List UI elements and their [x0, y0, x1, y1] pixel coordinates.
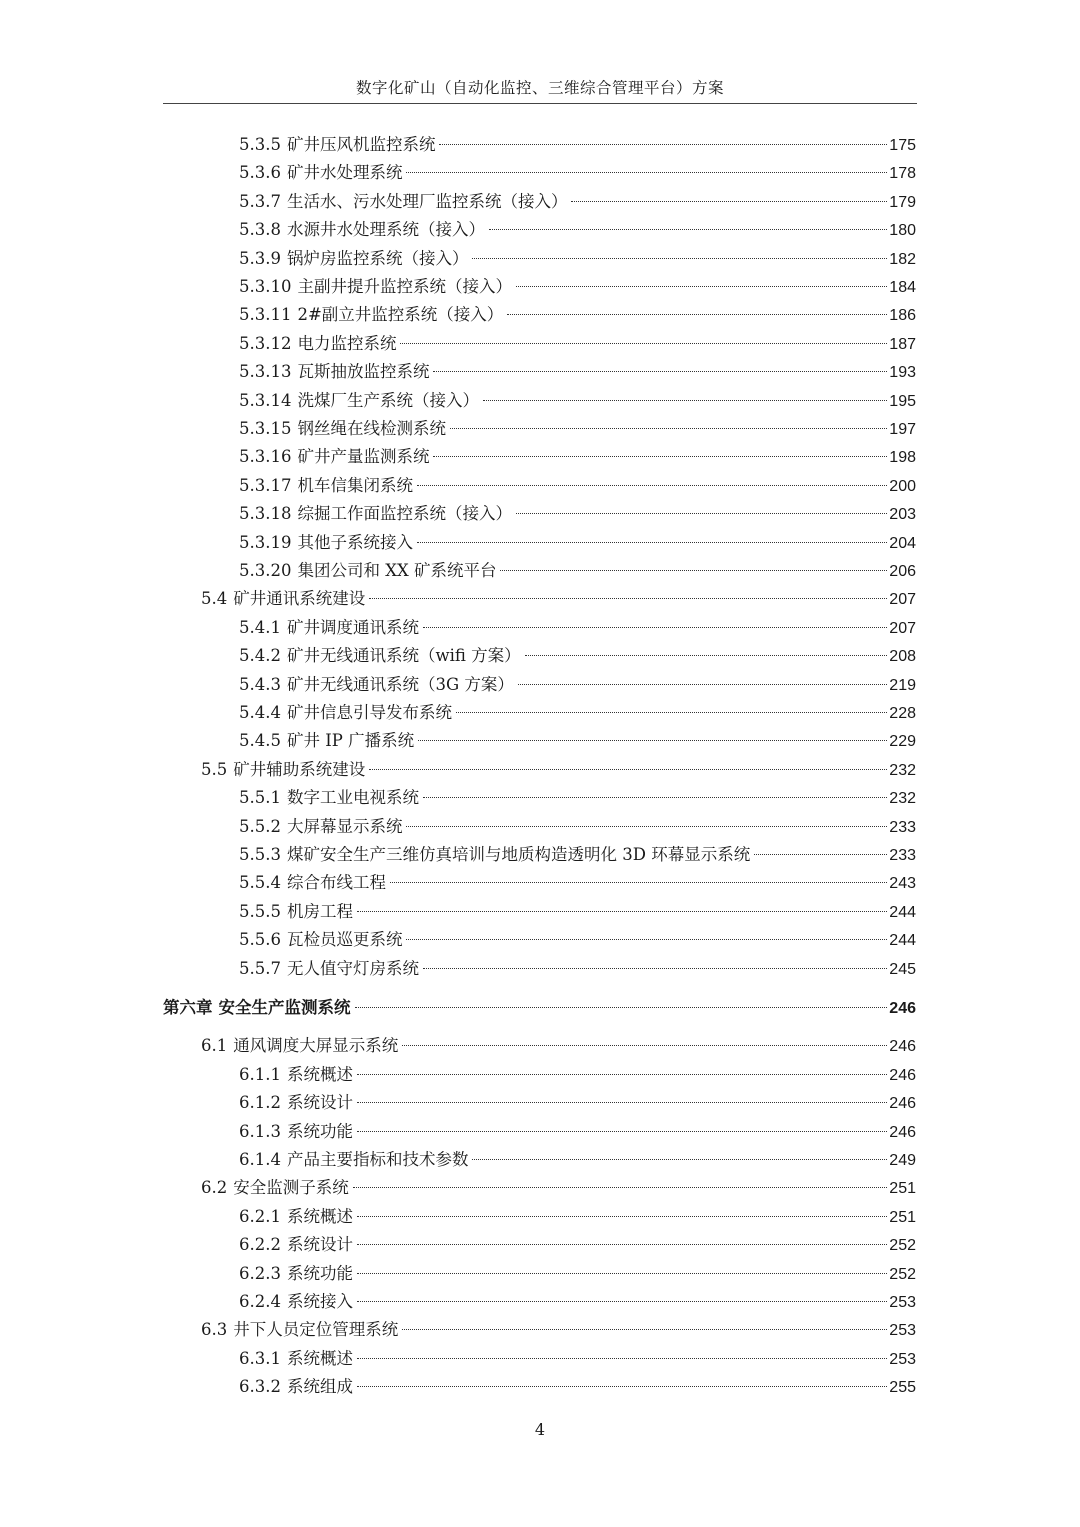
- toc-dot-leader: [417, 484, 887, 486]
- toc-entry-page: 245: [889, 960, 916, 978]
- toc-dot-leader: [433, 370, 887, 372]
- toc-entry[interactable]: [239, 500, 916, 528]
- toc-entry-page: 244: [889, 903, 916, 921]
- toc-entry-title: 产品主要指标和技术参数: [286, 1150, 469, 1169]
- toc-dot-leader: [357, 1215, 887, 1217]
- toc-entry-title: 数字工业电视系统: [286, 788, 419, 808]
- toc-entry[interactable]: [239, 131, 916, 159]
- toc-entry[interactable]: [239, 614, 916, 642]
- toc-entry-title: 通风调度大屏显示系统: [233, 1036, 399, 1056]
- toc-dot-leader: [417, 541, 887, 543]
- toc-entry-title: 机房工程: [286, 901, 353, 921]
- toc-entry-page: 229: [889, 733, 916, 751]
- toc-entry-title: 2#副立井监控系统（接入）: [297, 305, 504, 325]
- toc-entry[interactable]: [239, 671, 916, 699]
- toc-entry-number: 5.3.6: [239, 163, 281, 183]
- toc-entry-number: 5.4.1: [239, 617, 281, 637]
- toc-entry-page: 184: [889, 279, 916, 296]
- toc-entry[interactable]: [239, 330, 916, 358]
- toc-entry[interactable]: [239, 472, 916, 500]
- toc-entry[interactable]: [239, 387, 916, 415]
- toc-entry[interactable]: [201, 1174, 916, 1202]
- toc-entry-title: 井下人员定位管理系统: [233, 1320, 399, 1340]
- toc-dot-leader: [516, 512, 887, 514]
- toc-entry[interactable]: [239, 415, 916, 443]
- toc-dot-leader: [357, 910, 887, 912]
- toc-entry[interactable]: [201, 1032, 916, 1060]
- toc-entry-title: 系统概述: [286, 1206, 353, 1226]
- toc-entry-page: 246: [889, 1123, 916, 1141]
- toc-entry-title: 系统设计: [286, 1093, 353, 1113]
- toc-entry[interactable]: [239, 358, 916, 386]
- toc-entry[interactable]: [239, 926, 916, 954]
- toc-entry-number: 5.5.2: [239, 816, 281, 836]
- toc-dot-leader: [369, 768, 887, 770]
- toc-entry[interactable]: [201, 1316, 916, 1344]
- toc-dot-leader: [518, 683, 887, 685]
- toc-entry-title: 生活水、污水处理厂监控系统（接入）: [286, 191, 568, 211]
- toc-entry-number: 5.5.1: [239, 788, 281, 808]
- toc-entry-title: 综掘工作面监控系统（接入）: [297, 504, 512, 524]
- toc-entry-number: 5.3.13: [239, 362, 292, 382]
- toc-entry[interactable]: [239, 273, 916, 301]
- toc-dot-leader: [357, 1073, 887, 1075]
- toc-dot-leader: [500, 569, 887, 571]
- toc-entry-page: 232: [889, 790, 916, 808]
- toc-entry-page: 233: [889, 818, 916, 836]
- toc-entry-number: 6.1.4: [239, 1150, 281, 1169]
- toc-dot-leader: [357, 1272, 887, 1274]
- toc-entry[interactable]: [239, 1345, 916, 1373]
- toc-entry[interactable]: [239, 869, 916, 897]
- toc-entry[interactable]: [239, 188, 916, 216]
- toc-entry-number: 5.3.12: [239, 333, 292, 353]
- toc-entry-page: 228: [889, 705, 916, 722]
- toc-entry[interactable]: [239, 1203, 916, 1231]
- toc-entry-page: 253: [889, 1350, 916, 1368]
- toc-dot-leader: [423, 796, 887, 798]
- toc-entry-title: 安全生产监测系统: [218, 998, 351, 1017]
- toc-entry-number: 5.3.5: [239, 135, 281, 154]
- toc-entry-page: 252: [889, 1237, 916, 1255]
- toc-entry-number: 5.3.11: [239, 305, 292, 325]
- toc-entry-page: 246: [889, 1066, 916, 1084]
- toc-entry[interactable]: [239, 642, 916, 670]
- toc-entry-page: 180: [889, 222, 916, 240]
- toc-entry-page: 232: [889, 761, 916, 779]
- toc-entry-number: 5.3.8: [239, 220, 281, 240]
- toc-entry[interactable]: [239, 1146, 916, 1174]
- toc-entry-page: 207: [889, 591, 916, 609]
- toc-dot-leader: [423, 626, 887, 628]
- toc-entry-page: 204: [889, 534, 916, 552]
- toc-entry[interactable]: [239, 1061, 916, 1089]
- toc-dot-leader: [357, 1300, 887, 1302]
- toc-entry-page: 206: [889, 563, 916, 580]
- toc-entry-page: 246: [889, 1038, 916, 1056]
- toc-entry-number: 5.3.17: [239, 475, 292, 495]
- toc-entry-number: 5.3.15: [239, 419, 292, 438]
- toc-entry-title: 矿井无线通讯系统（3G 方案）: [286, 674, 514, 694]
- toc-entry-title: 锅炉房监控系统（接入）: [286, 248, 469, 268]
- toc-entry-page: 251: [889, 1180, 916, 1198]
- toc-entry[interactable]: [163, 994, 916, 1022]
- toc-entry-number: 5.3.14: [239, 390, 292, 410]
- toc-entry-number: 5.3.20: [239, 561, 292, 580]
- page-footer: [0, 1420, 1080, 1439]
- toc-dot-leader: [369, 597, 887, 599]
- toc-entry-page: 195: [889, 392, 916, 410]
- toc-entry-page: 186: [889, 307, 916, 325]
- toc-entry-page: 193: [889, 364, 916, 382]
- toc-dot-leader: [357, 1101, 887, 1103]
- page-number: 4: [534, 1420, 546, 1439]
- toc-entry-number: 5.3.19: [239, 532, 292, 552]
- toc-entry[interactable]: [239, 216, 916, 244]
- toc-entry[interactable]: [239, 1089, 916, 1117]
- toc-entry-page: 198: [889, 449, 916, 467]
- toc-entry[interactable]: [239, 1373, 916, 1401]
- toc-entry-title: 主副井提升监控系统（接入）: [297, 277, 512, 296]
- toc-entry-title: 矿井水处理系统: [286, 163, 403, 183]
- toc-entry-page: 246: [889, 1000, 916, 1017]
- toc-dot-leader: [357, 1385, 887, 1387]
- toc-entry-page: 219: [889, 676, 916, 694]
- toc-entry-page: 243: [889, 875, 916, 893]
- toc-dot-leader: [489, 228, 887, 230]
- toc-entry-number: 第六章: [163, 998, 213, 1017]
- toc-entry-number: 6.2.1: [239, 1206, 281, 1226]
- toc-entry-title: 其他子系统接入: [297, 532, 413, 552]
- toc-entry-page: 244: [889, 932, 916, 950]
- toc-entry-title: 集团公司和 XX 矿系统平台: [297, 561, 497, 580]
- toc-entry-number: 6.3.1: [239, 1348, 281, 1368]
- toc-entry-title: 系统接入: [286, 1292, 353, 1311]
- toc-entry-title: 矿井辅助系统建设: [233, 759, 366, 779]
- toc-entry[interactable]: [239, 529, 916, 557]
- document-title: 数字化矿山（自动化监控、三维综合管理平台）方案: [355, 79, 724, 97]
- toc-dot-leader: [400, 342, 887, 344]
- toc-entry-title: 系统功能: [286, 1263, 353, 1283]
- toc-entry-number: 5.5.4: [239, 873, 281, 893]
- toc-dot-leader: [456, 711, 887, 713]
- toc-entry[interactable]: [239, 1260, 916, 1288]
- toc-entry-title: 洗煤厂生产系统（接入）: [297, 390, 479, 410]
- toc-entry-page: 249: [889, 1152, 916, 1169]
- toc-entry-title: 水源井水处理系统（接入）: [286, 220, 485, 240]
- toc-entry-title: 钢丝绳在线检测系统: [297, 419, 446, 438]
- toc-entry[interactable]: [239, 955, 916, 983]
- toc-dot-leader: [525, 654, 888, 656]
- toc-entry[interactable]: [239, 557, 916, 585]
- toc-dot-leader: [516, 285, 887, 287]
- toc-dot-leader: [433, 455, 887, 457]
- toc-entry-title: 安全监测子系统: [233, 1178, 349, 1198]
- toc-entry-title: 瓦检员巡更系统: [286, 930, 403, 950]
- toc-entry[interactable]: [239, 301, 916, 329]
- toc-entry-page: 233: [889, 847, 916, 864]
- toc-entry-number: 5.5.5: [239, 901, 281, 921]
- toc-entry-number: 6.2.4: [239, 1292, 281, 1311]
- toc-entry-title: 煤矿安全生产三维仿真培训与地质构造透明化 3D 环幕显示系统: [286, 845, 751, 864]
- toc-entry-title: 无人值守灯房系统: [286, 958, 419, 978]
- toc-entry[interactable]: [239, 1231, 916, 1259]
- toc-entry-number: 6.2.3: [239, 1263, 281, 1283]
- toc-entry-number: 6.1.2: [239, 1093, 281, 1113]
- toc-entry-page: 178: [889, 165, 916, 183]
- toc-entry-number: 5.4.3: [239, 674, 281, 694]
- toc-entry[interactable]: [239, 1288, 916, 1316]
- toc-dot-leader: [357, 1357, 887, 1359]
- toc-dot-leader: [406, 171, 887, 173]
- toc-dot-leader: [406, 825, 887, 827]
- toc-entry-number: 6.1.1: [239, 1064, 281, 1084]
- toc-entry[interactable]: [239, 699, 916, 727]
- toc-entry-page: 207: [889, 619, 916, 637]
- toc-dot-leader: [450, 427, 887, 429]
- toc-entry-number: 5.4.2: [239, 646, 281, 666]
- page-header: [163, 76, 917, 104]
- toc-dot-leader: [390, 881, 887, 883]
- toc-entry[interactable]: [201, 585, 916, 613]
- toc-entry[interactable]: [239, 443, 916, 471]
- toc-entry-title: 系统组成: [286, 1377, 353, 1397]
- toc-entry[interactable]: [239, 727, 916, 755]
- toc-dot-leader: [357, 1243, 887, 1245]
- toc-dot-leader: [423, 967, 887, 969]
- toc-entry-page: 175: [889, 137, 916, 154]
- toc-dot-leader: [406, 938, 887, 940]
- toc-entry-title: 大屏幕显示系统: [286, 816, 403, 836]
- toc-entry-number: 6.2: [201, 1178, 228, 1198]
- toc-entry-number: 5.3.9: [239, 248, 281, 268]
- toc-entry[interactable]: [239, 898, 916, 926]
- toc-entry-title: 系统概述: [286, 1064, 353, 1084]
- toc-entry-number: 6.2.2: [239, 1235, 281, 1255]
- toc-entry-page: 246: [889, 1095, 916, 1113]
- toc-dot-leader: [418, 739, 887, 741]
- toc-entry-number: 6.1: [201, 1036, 228, 1056]
- toc-entry-number: 6.3.2: [239, 1377, 281, 1397]
- toc-entry-title: 综合布线工程: [286, 873, 386, 893]
- toc-entry-page: 197: [889, 421, 916, 438]
- toc-entry[interactable]: [201, 756, 916, 784]
- toc-dot-leader: [507, 313, 887, 315]
- toc-entry[interactable]: [239, 245, 916, 273]
- toc-entry-number: 6.1.3: [239, 1121, 281, 1141]
- toc-entry-title: 矿井信息引导发布系统: [286, 703, 452, 722]
- toc-entry-number: 5.4: [201, 589, 228, 609]
- toc-entry-title: 矿井无线通讯系统（wifi 方案）: [286, 646, 521, 666]
- toc-entry[interactable]: [239, 159, 916, 187]
- toc-entry-number: 5.5: [201, 759, 228, 779]
- toc-dot-leader: [483, 399, 887, 401]
- toc-entry-number: 5.5.6: [239, 930, 281, 950]
- toc-entry-page: 251: [889, 1208, 916, 1226]
- toc-dot-leader: [355, 1006, 888, 1008]
- toc-entry-title: 矿井压风机监控系统: [286, 135, 436, 154]
- toc-entry-number: 5.5.7: [239, 958, 281, 978]
- toc-dot-leader: [439, 143, 887, 145]
- toc-dot-leader: [357, 1130, 887, 1132]
- toc-entry-page: 187: [889, 335, 916, 353]
- toc-entry-page: 200: [889, 477, 916, 495]
- toc-entry-title: 矿井 IP 广播系统: [286, 731, 415, 751]
- toc-entry-page: 182: [889, 250, 916, 268]
- toc-entry-title: 矿井产量监测系统: [297, 447, 430, 467]
- toc-dot-leader: [472, 1158, 887, 1160]
- toc-entry-title: 机车信集闭系统: [297, 475, 413, 495]
- toc-entry-number: 6.3: [201, 1320, 228, 1340]
- toc-entry-number: 5.4.5: [239, 731, 281, 751]
- toc-entry-title: 系统设计: [286, 1235, 353, 1255]
- toc-entry-number: 5.3.7: [239, 191, 281, 211]
- toc-entry-page: 252: [889, 1265, 916, 1283]
- toc-entry-number: 5.4.4: [239, 703, 281, 722]
- toc-entry-page: 255: [889, 1379, 916, 1397]
- toc-entry-page: 253: [889, 1294, 916, 1311]
- toc-entry-number: 5.3.16: [239, 447, 292, 467]
- toc-dot-leader: [353, 1186, 888, 1188]
- toc-entry-title: 电力监控系统: [297, 333, 397, 353]
- toc-entry[interactable]: [239, 784, 916, 812]
- toc-entry-title: 矿井通讯系统建设: [233, 589, 366, 609]
- toc-entry[interactable]: [239, 841, 916, 869]
- toc-entry[interactable]: [239, 1118, 916, 1146]
- toc-entry-title: 瓦斯抽放监控系统: [297, 362, 430, 382]
- toc-entry-number: 5.3.18: [239, 504, 292, 524]
- toc-dot-leader: [754, 853, 887, 855]
- toc-dot-leader: [402, 1328, 887, 1330]
- toc-entry-number: 5.5.3: [239, 845, 281, 864]
- toc-dot-leader: [472, 257, 887, 259]
- toc-entry-page: 203: [889, 506, 916, 524]
- toc-dot-leader: [571, 200, 887, 202]
- toc-entry[interactable]: [239, 813, 916, 841]
- toc-entry-page: 253: [889, 1322, 916, 1340]
- toc-dot-leader: [402, 1044, 887, 1046]
- toc-entry-number: 5.3.10: [239, 277, 292, 296]
- toc-entry-title: 系统功能: [286, 1121, 353, 1141]
- toc-entry-title: 矿井调度通讯系统: [286, 617, 419, 637]
- toc-entry-page: 208: [889, 648, 916, 666]
- toc-entry-page: 179: [889, 193, 916, 211]
- toc-entry-title: 系统概述: [286, 1348, 353, 1368]
